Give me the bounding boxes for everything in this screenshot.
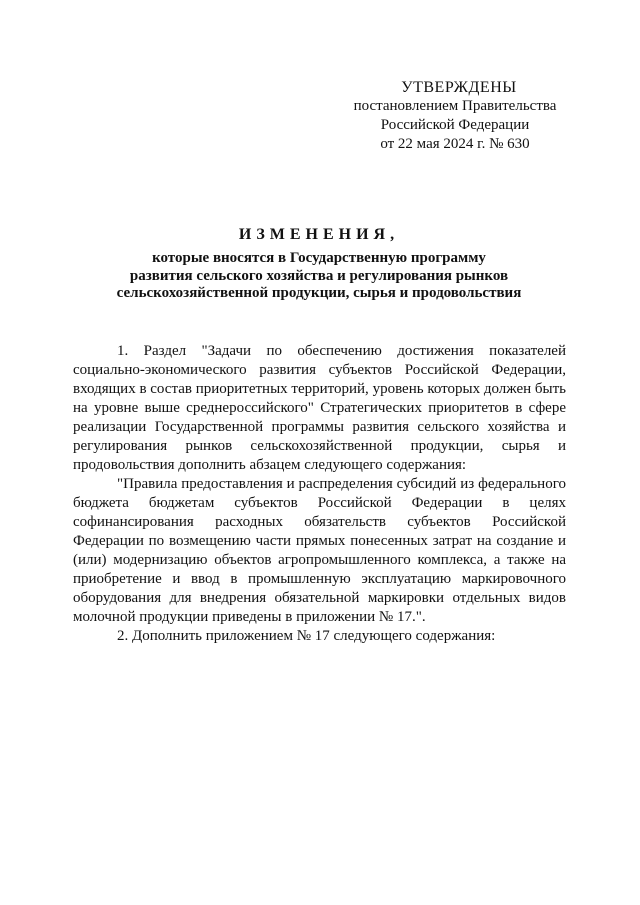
approval-stamp — [300, 78, 610, 154]
title-changes: ИЗМЕНЕНИЯ, — [238, 226, 400, 243]
document-body — [73, 342, 566, 646]
title-line-1: которые вносятся в Государственную программу — [152, 250, 486, 266]
approval-line-1: постановлением Правительства — [353, 98, 557, 114]
approval-line-3: от 22 мая 2024 г. № 630 — [380, 136, 530, 152]
paragraph-2: "Правила предоставления и распределения субсидий из федерального бюджета бюджетам субъектов Российской Федерации в целях софинансирования расходных обязательств субъектов Российской Федерации по возмещению части прямых понесенных затрат на создание и (или) модернизацию объектов агропромышленного комплекса, а также на приобретение и ввод в промышленную эксплуатацию маркировочного оборудования для внедрения обязательной маркировки отдельных видов молочной продукции приведены в приложении № 17.". — [73, 476, 566, 625]
approval-heading: УТВЕРЖДЕНЫ — [401, 79, 517, 96]
title-line-2: развития сельского хозяйства и регулирования рынков — [129, 267, 509, 284]
title-line-3: сельскохозяйственной продукции, сырья и продовольствия — [116, 285, 522, 301]
paragraph-3: 2. Дополнить приложением № 17 следующего содержания: — [117, 628, 496, 644]
approval-line-2: Российской Федерации — [380, 117, 530, 133]
document-title — [60, 226, 578, 303]
paragraph-1: 1. Раздел "Задачи по обеспечению достижения показателей социально-экономического развития субъектов Российской Федерации, входящих в состав приоритетных территорий, уровень которых должен быть на уровне выше среднероссийского" Стратегических приоритетов в сфере реализации Государственной программы развития сельского хозяйства и регулирования рынков сельскохозяйственной продукции, сырья и продовольствия дополнить абзацем следующего содержания: — [73, 343, 566, 473]
